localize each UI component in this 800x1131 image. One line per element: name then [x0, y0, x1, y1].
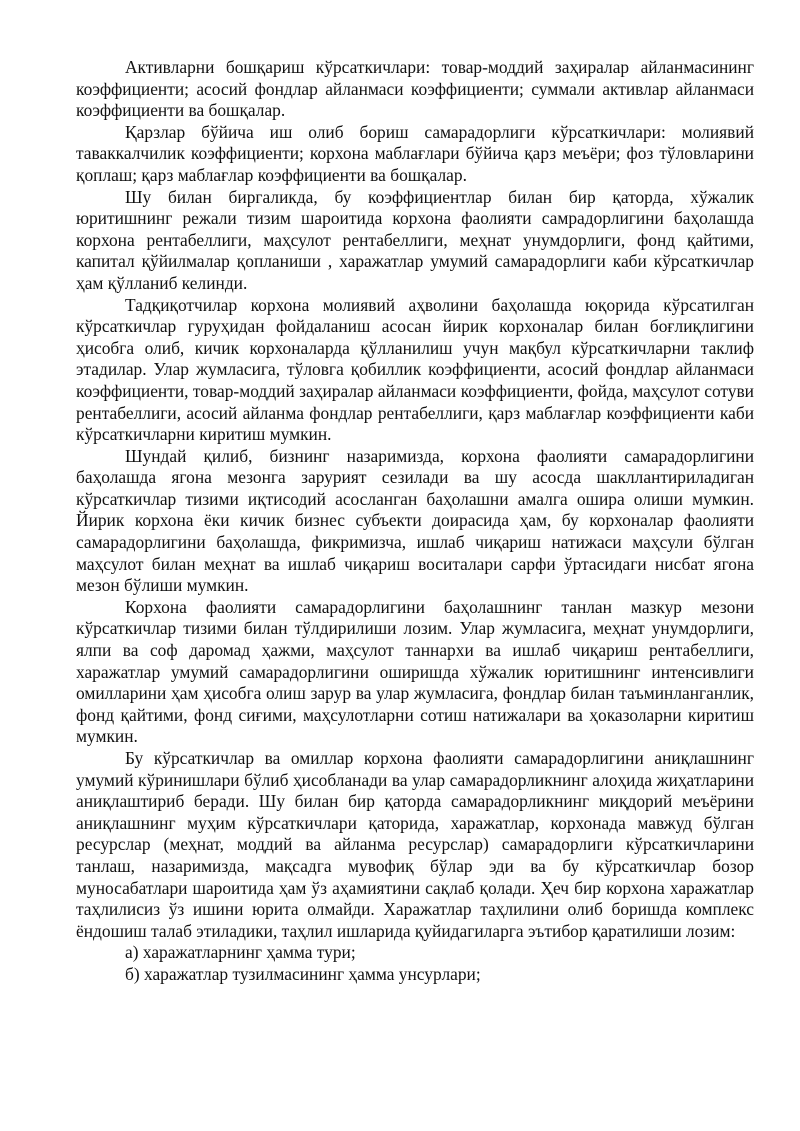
paragraph-asset-management-indicators: Активларни бошқариш кўрсаткичлари: товар-моддий заҳиралар айланмасининг коэффициенти; асосий фондлар айланмаси коэффициенти; суммали активлар айланмаси коэффициенти ва бошқалар.	[76, 57, 754, 121]
paragraph-indicator-system: Корхона фаолияти самарадорлигини баҳолашнинг танлан мазкур мезони кўрсаткичлар тизими билан тўлдирилиши лозим. Улар жумласига, меҳнат унумдорлиги, ялпи ва соф даромад ҳажми, маҳсулот таннархи ва ишлаб чиқариш рентабеллиги, харажатлар умумий самарадорлигини оширишда хўжалик юритишнинг интенсивлиги омилларини ҳам ҳисобга олиш зарур ва улар жумласига, фондлар билан таъминланганлик, фонд қайтими, фонд сиғими, маҳсулотларни сотиш натижалари ва ҳоказоларни киритиш мумкин.	[76, 596, 754, 747]
paragraph-cost-analysis: Бу кўрсаткичлар ва омиллар корхона фаолияти самарадорлигини аниқлашнинг умумий кўринишлари бўлиб ҳисобланади ва улар самарадорликнинг алоҳида жиҳатларини аниқлаштириб беради. Шу билан бир қаторда самарадорликнинг миқдорий меъёрини аниқлашнинг муҳим кўрсаткичлари қаторида, харажатлар, корхонада мавжуд бўлган ресурслар (меҳнат, моддий ва айланма ресурслар) самарадорлиги кўрсаткичларини танлаш, назаримизда, мақсадга мувофиқ бўлар эди ва бу кўрсаткичлар бозор муносабатлари шароитида ҳам ўз аҳамиятини сақлаб қолади. Ҳеч бир корхона харажатлар таҳлилисиз ўз ишини юрита олмайди. Харажатлар таҳлилини олиб боришда комплекс ёндошиш талаб этиладики, таҳлил ишларида қуйидагиларга эътибор қаратилиши лозим:	[76, 748, 754, 941]
paragraph-debt-efficiency-indicators: Қарзлар бўйича иш олиб бориш самарадорлиги кўрсаткичлари: молиявий таваккалчилик коэффициенти; корхона маблағлари бўйича қарз меъёри; фоз тўловларини қоплаш; қарз маблағлар коэффициенти ва бошқалар.	[76, 121, 754, 185]
paragraph-researchers-indicators: Тадқиқотчилар корхона молиявий аҳволини баҳолашда юқорида кўрсатилган кўрсаткичлар гуруҳидан фойдаланиш асосан йирик корхоналар билан боғлиқлигини ҳисобга олиб, кичик корхоналарда қўлланилиш учун мақбул кўрсаткичларни таклиф этадилар. Улар жумласига, тўловга қобиллик коэффициенти, асосий фондлар айланмаси коэффициенти, товар-моддий заҳиралар айланмаси коэффициенти, фойда, маҳсулот сотуви рентабеллиги, асосий айланма фондлар рентабеллиги, қарз маблағлар коэффициенти каби кўрсаткичларни киритиш мумкин.	[76, 294, 754, 445]
list-item-a: а) харажатларнинг ҳамма тури;	[125, 942, 356, 963]
paragraph-single-criterion: Шундай қилиб, бизнинг назаримизда, корхона фаолияти самарадорлигини баҳолашда ягона мезонга зарурият сезилади ва шу асосда шакллантириладиган кўрсаткичлар тизими иқтисодий асосланган баҳолашни амалга ошира олиши мумкин. Йирик корхона ёки кичик бизнес субъекти доирасида ҳам, бу корхоналар фаолияти самарадорлигини баҳолашда, фикримизча, ишлаб чиқариш натижаси маҳсули бўлган маҳсулот билан меҳнат ва ишлаб чиқариш воситалари сарфи ўртасидаги нисбат ягона мезон бўлиши мумкин.	[76, 445, 754, 596]
list-item-b: б) харажатлар тузилмасининг ҳамма унсурлари;	[125, 963, 481, 984]
paragraph-planned-system-indicators: Шу билан биргаликда, бу коэффициентлар билан бир қаторда, хўжалик юритишнинг режали тизим шароитида корхона фаолияти самрадорлигини баҳолашда корхона рентабеллиги, маҳсулот рентабеллиги, меҳнат унумдорлиги, фонд қайтими, капитал қўйилмалар қопланиши , харажатлар умумий самарадорлиги каби кўрсаткичлар ҳам қўлланиб келинди.	[76, 186, 754, 293]
